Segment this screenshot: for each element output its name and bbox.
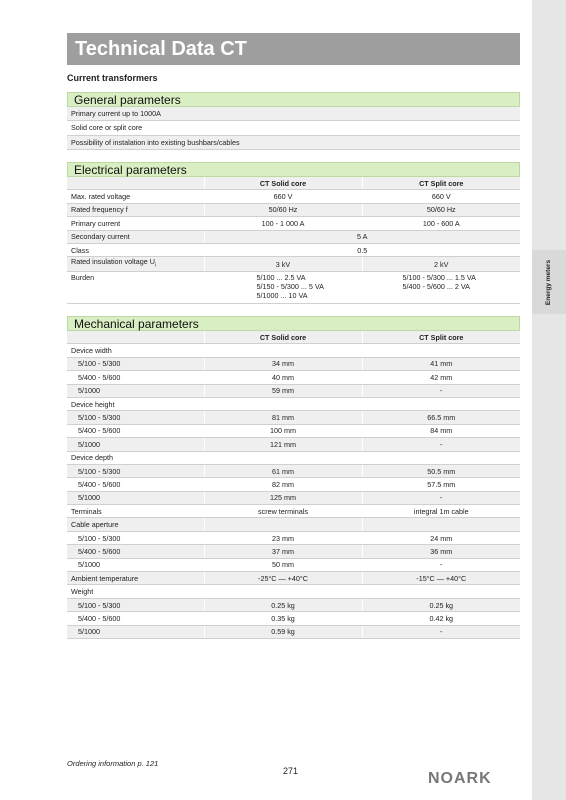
solid-value: 40 mm xyxy=(204,371,362,384)
row-label: 5/400 - 5/600 xyxy=(67,424,204,437)
table-row xyxy=(67,411,520,424)
row-label: 5/1000 xyxy=(67,438,204,451)
general-heading xyxy=(67,92,520,107)
table-row xyxy=(67,217,520,230)
electrical-table xyxy=(67,177,520,304)
table-row xyxy=(67,478,520,491)
table-row xyxy=(67,357,520,370)
table-row xyxy=(67,625,520,638)
electrical-section xyxy=(67,162,520,304)
row-label: Ambient temperature xyxy=(67,572,204,585)
table-header-row xyxy=(67,177,520,190)
row-label: 5/1000 xyxy=(67,625,204,638)
table-row xyxy=(67,505,520,518)
split-value: - xyxy=(362,384,520,397)
general-row: Possibility of instalation into existing bushbars/cables xyxy=(67,135,520,149)
table-row xyxy=(67,558,520,571)
general-row: Primary current up to 1000A xyxy=(67,107,520,121)
row-label: 5/100 - 5/300 xyxy=(67,357,204,370)
row-label: Terminals xyxy=(67,505,204,518)
row-label: Class xyxy=(67,243,204,256)
row-label: Max. rated voltage xyxy=(67,190,204,203)
side-tab xyxy=(532,0,566,800)
side-tab-text: Energy meters xyxy=(545,259,553,305)
split-value: -15°C — +40°C xyxy=(362,572,520,585)
general-table xyxy=(67,107,520,150)
group-row xyxy=(67,585,520,598)
group-label: Weight xyxy=(67,585,204,598)
solid-value: 0.35 kg xyxy=(204,612,362,625)
solid-value: 0.25 kg xyxy=(204,598,362,611)
split-value: 0.42 kg xyxy=(362,612,520,625)
group-label: Cable aperture xyxy=(67,518,204,531)
table-row xyxy=(67,545,520,558)
solid-value: 50/60 Hz xyxy=(204,203,362,216)
insulation-label: Rated insulation voltage U xyxy=(71,257,155,267)
row-label: 5/100 - 5/300 xyxy=(67,464,204,477)
split-value: 100 - 600 A xyxy=(362,217,520,230)
mechanical-heading xyxy=(67,316,520,331)
solid-value: 50 mm xyxy=(204,558,362,571)
shared-value: 0.5 xyxy=(204,243,520,256)
col-solid-header: CT Solid core xyxy=(204,331,362,344)
table-row xyxy=(67,121,520,135)
solid-value: 37 mm xyxy=(204,545,362,558)
table-header-row xyxy=(67,331,520,344)
row-label: 5/100 - 5/300 xyxy=(67,411,204,424)
group-row xyxy=(67,344,520,357)
solid-value: 61 mm xyxy=(204,464,362,477)
table-row xyxy=(67,243,520,256)
mechanical-section xyxy=(67,316,520,639)
shared-value: 5 A xyxy=(204,230,520,243)
row-label: 5/400 - 5/600 xyxy=(67,371,204,384)
split-value: - xyxy=(362,491,520,504)
split-value: 24 mm xyxy=(362,531,520,544)
page-subtitle: Current transformers xyxy=(67,73,158,83)
solid-value: screw terminals xyxy=(204,505,362,518)
table-row xyxy=(67,371,520,384)
solid-value: 100 mm xyxy=(204,424,362,437)
table-row xyxy=(67,531,520,544)
split-value: 36 mm xyxy=(362,545,520,558)
ordering-info-note: Ordering information p. 121 xyxy=(67,759,159,768)
solid-value: 121 mm xyxy=(204,438,362,451)
solid-value: 5/100 ... 2.5 VA 5/150 - 5/300 ... 5 VA 5/1000 ... 10 VA xyxy=(204,271,362,303)
insulation-subscript: i xyxy=(154,262,157,269)
split-value: - xyxy=(362,625,520,638)
split-value: 0.25 kg xyxy=(362,598,520,611)
title-bar xyxy=(67,33,520,65)
row-label: 5/1000 xyxy=(67,491,204,504)
split-value: 50.5 mm xyxy=(362,464,520,477)
table-row xyxy=(67,598,520,611)
mechanical-heading-text: Mechanical parameters xyxy=(74,316,199,331)
table-row xyxy=(67,384,520,397)
split-value: 66.5 mm xyxy=(362,411,520,424)
general-section xyxy=(67,92,520,150)
row-label: 5/100 - 5/300 xyxy=(67,598,204,611)
row-label: 5/1000 xyxy=(67,384,204,397)
general-row: Solid core or split core xyxy=(67,121,520,135)
solid-value: 34 mm xyxy=(204,357,362,370)
table-row xyxy=(67,491,520,504)
row-label xyxy=(67,257,204,271)
group-row xyxy=(67,451,520,464)
solid-value: 0.59 kg xyxy=(204,625,362,638)
group-label: Device depth xyxy=(67,451,204,464)
split-value: - xyxy=(362,438,520,451)
electrical-heading xyxy=(67,162,520,177)
solid-value: 125 mm xyxy=(204,491,362,504)
split-value: 42 mm xyxy=(362,371,520,384)
row-label: Primary current xyxy=(67,217,204,230)
table-row xyxy=(67,107,520,121)
brand-logo: NOARK xyxy=(428,770,492,787)
group-row xyxy=(67,518,520,531)
row-label: 5/400 - 5/600 xyxy=(67,612,204,625)
group-row xyxy=(67,397,520,410)
solid-value: 82 mm xyxy=(204,478,362,491)
solid-value: 3 kV xyxy=(204,257,362,271)
page-title: Technical Data CT xyxy=(75,37,247,60)
table-row xyxy=(67,203,520,216)
col-split-header: CT Split core xyxy=(362,177,520,190)
row-label: 5/400 - 5/600 xyxy=(67,478,204,491)
solid-value: 660 V xyxy=(204,190,362,203)
side-tab-label[interactable] xyxy=(532,250,566,314)
table-row xyxy=(67,438,520,451)
table-row xyxy=(67,230,520,243)
row-label: 5/400 - 5/600 xyxy=(67,545,204,558)
table-row xyxy=(67,424,520,437)
split-value: 41 mm xyxy=(362,357,520,370)
split-value: 660 V xyxy=(362,190,520,203)
table-row xyxy=(67,190,520,203)
solid-value: 59 mm xyxy=(204,384,362,397)
row-label: Secondary current xyxy=(67,230,204,243)
col-solid-header: CT Solid core xyxy=(204,177,362,190)
solid-value: 23 mm xyxy=(204,531,362,544)
table-row xyxy=(67,271,520,303)
split-value: 84 mm xyxy=(362,424,520,437)
group-label: Device height xyxy=(67,397,204,410)
table-row xyxy=(67,612,520,625)
solid-value: 100 - 1 000 A xyxy=(204,217,362,230)
mechanical-table xyxy=(67,331,520,639)
split-value: - xyxy=(362,558,520,571)
solid-value: 81 mm xyxy=(204,411,362,424)
solid-value: -25°C — +40°C xyxy=(204,572,362,585)
row-label: Rated frequency f xyxy=(67,203,204,216)
row-label: Burden xyxy=(67,271,204,303)
table-row xyxy=(67,464,520,477)
group-label: Device width xyxy=(67,344,204,357)
page-number: 271 xyxy=(283,766,299,776)
split-value: 50/60 Hz xyxy=(362,203,520,216)
split-value: 5/100 - 5/300 ... 1.5 VA 5/400 - 5/600 ... 2 VA xyxy=(362,271,520,303)
row-label: 5/100 - 5/300 xyxy=(67,531,204,544)
table-row xyxy=(67,135,520,149)
split-value: 2 kV xyxy=(362,257,520,271)
row-label: 5/1000 xyxy=(67,558,204,571)
col-split-header: CT Split core xyxy=(362,331,520,344)
table-row xyxy=(67,257,520,271)
electrical-heading-text: Electrical parameters xyxy=(74,162,187,177)
table-row xyxy=(67,572,520,585)
general-heading-text: General parameters xyxy=(74,92,181,107)
split-value: integral 1m cable xyxy=(362,505,520,518)
split-value: 57.5 mm xyxy=(362,478,520,491)
